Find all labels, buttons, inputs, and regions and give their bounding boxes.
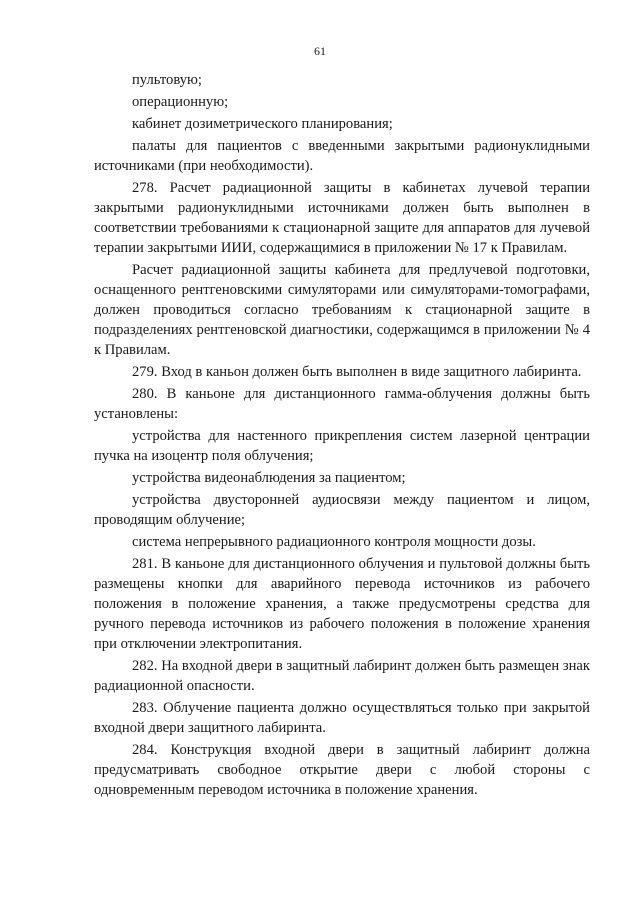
paragraph-6: Расчет радиационной защиты кабинета для предлучевой подготовки, оснащенного рентгеновскими симуляторами или симуляторами-томографами, должен проводиться согласно требованиям к стационарной защите в подразделениях рентгеновской диагностики, содержащимся в приложении № 4 к Правилам. <box>94 262 590 358</box>
paragraph-5: 278. Расчет радиационной защиты в кабинетах лучевой терапии закрытыми радионуклидными источниками должен быть выполнен в соответствии требованиями к стационарной защите для аппаратов для лучевой терапии закрытыми ИИИ, содержащимися в приложении № 17 к Правилам. <box>94 180 590 256</box>
paragraph-2: операционную; <box>132 94 229 110</box>
paragraph-4: палаты для пациентов с введенными закрытыми радионуклидными источниками (при необходимости). <box>94 138 590 174</box>
paragraph-8: 280. В каньоне для дистанционного гамма-облучения должны быть установлены: <box>94 386 590 422</box>
page-body <box>94 70 590 802</box>
paragraph-14: 282. На входной двери в защитный лабиринт должен быть размещен знак радиационной опасности. <box>94 658 590 694</box>
paragraph-12: система непрерывного радиационного контроля мощности дозы. <box>132 534 536 550</box>
paragraph-15: 283. Облучение пациента должно осуществляться только при закрытой входной двери защитного лабиринта. <box>94 700 590 736</box>
page-number: 61 <box>314 44 326 58</box>
paragraph-9: устройства для настенного прикрепления систем лазерной центрации пучка на изоцентр поля облучения; <box>94 428 590 464</box>
paragraph-1: пультовую; <box>132 72 202 88</box>
paragraph-7: 279. Вход в каньон должен быть выполнен в виде защитного лабиринта. <box>132 364 582 380</box>
paragraph-13: 281. В каньоне для дистанционного облучения и пультовой должны быть размещены кнопки для аварийного перевода источников из рабочего положения в положение хранения, а также предусмотрены средства для ручного перевода источников из рабочего положения в положение хранения при отключении электропитания. <box>94 556 590 652</box>
paragraph-11: устройства двусторонней аудиосвязи между пациентом и лицом, проводящим облучение; <box>94 492 590 528</box>
paragraph-16: 284. Конструкция входной двери в защитный лабиринт должна предусматривать свободное открытие двери с любой стороны с одновременным переводом источника в положение хранения. <box>94 742 590 798</box>
paragraph-10: устройства видеонаблюдения за пациентом; <box>132 470 406 486</box>
paragraph-3: кабинет дозиметрического планирования; <box>132 116 393 132</box>
